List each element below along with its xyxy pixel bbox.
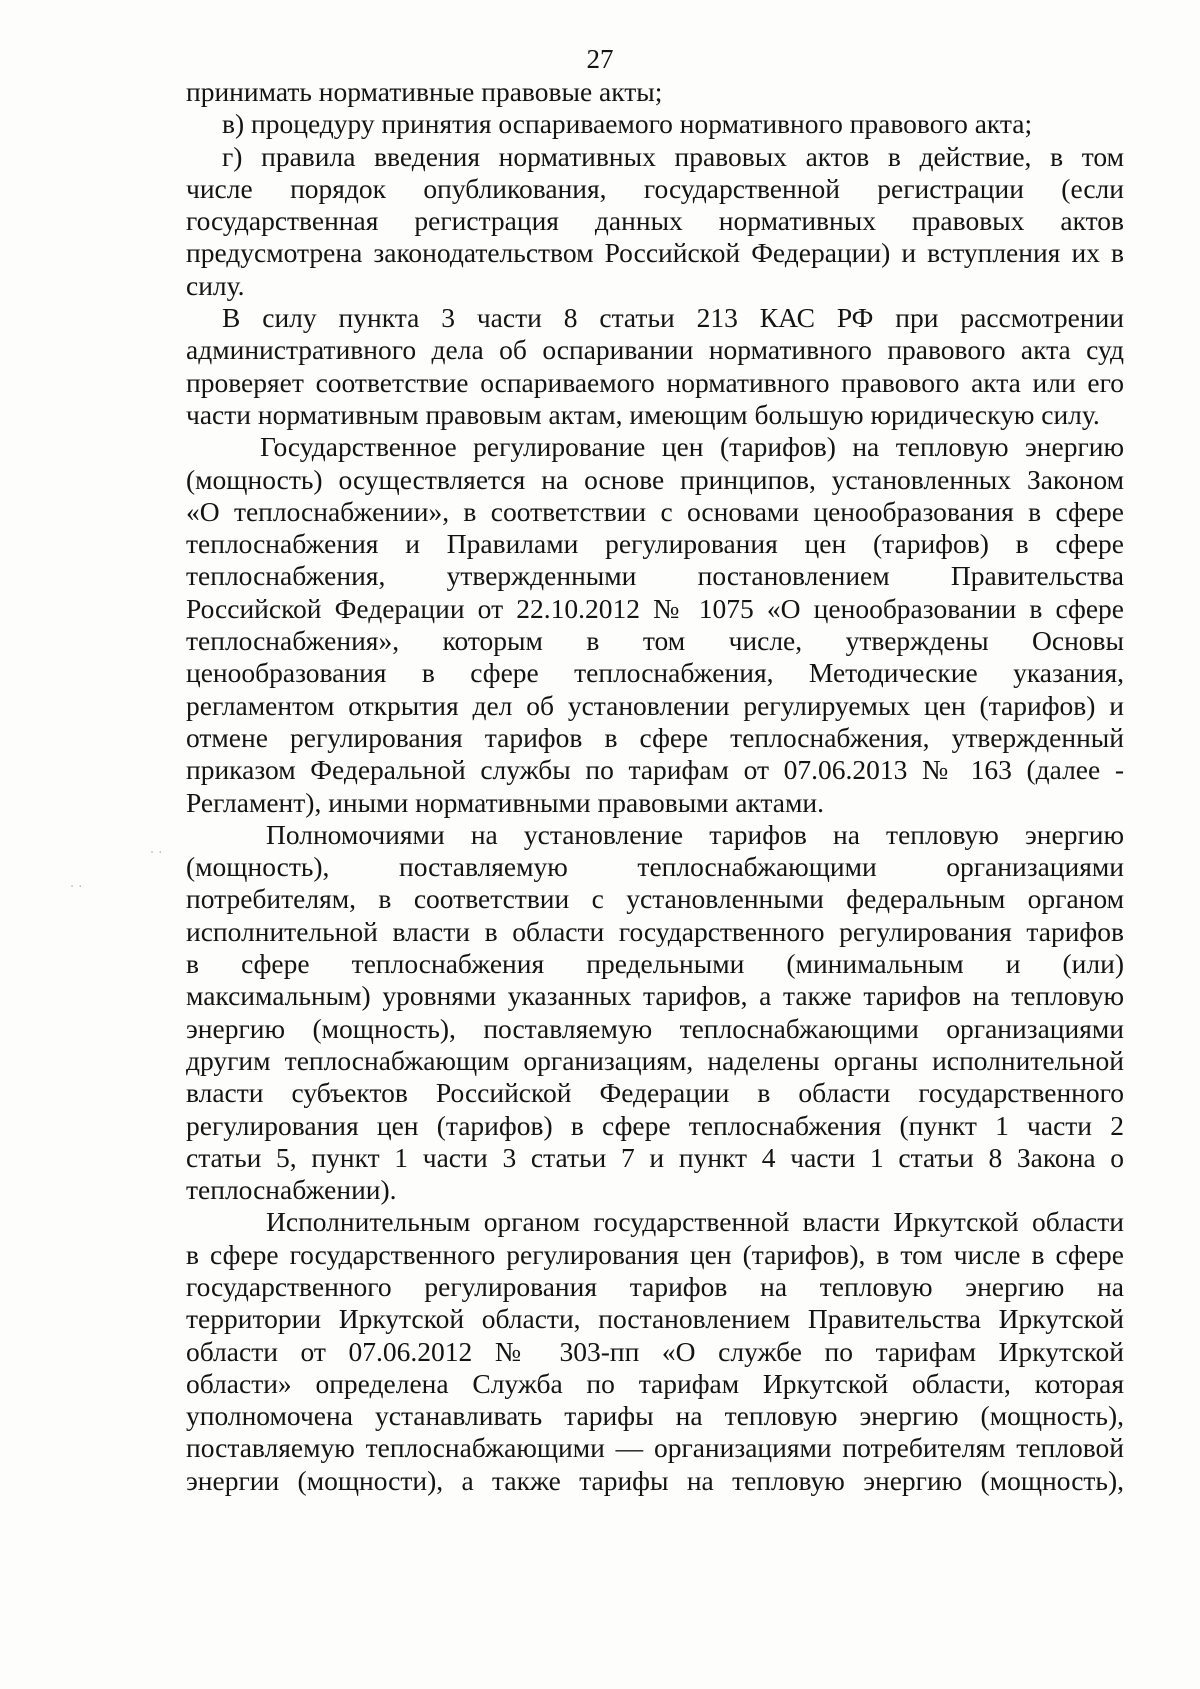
text-line: власти субъектов Российской Федерации в области государственного [186,1077,1124,1109]
text-line: теплоснабжении). [186,1174,397,1206]
text-line: числе порядок опубликования, государственной регистрации (если [186,172,1124,204]
text-line: регламентом открытия дел об установлении регулируемых цен (тарифов) и [186,689,1124,721]
text-line: Регламент), иными нормативными правовыми актами. [186,786,824,818]
paragraph [186,1206,1124,1497]
text-line: исполнительной власти в области государственного регулирования тарифов [186,915,1124,947]
text-line: в) процедуру принятия оспариваемого нормативного правового акта; [222,108,1033,140]
document-body [186,76,1124,1497]
paragraph [186,141,1124,302]
text-line: теплоснабжения и Правилами регулирования цен (тарифов) в сфере [186,528,1124,560]
text-line: ценообразования в сфере теплоснабжения, Методические указания, [186,657,1124,689]
text-line: г) правила введения нормативных правовых актов в действие, в том [222,140,1124,172]
text-line: части нормативным правовым актам, имеющим большую юридическую силу. [186,398,1100,430]
text-line: проверяет соответствие оспариваемого нормативного правового акта или его [186,366,1124,398]
text-line: энергию (мощность), поставляемую теплоснабжающими организациями [186,1012,1124,1044]
text-line: энергии (мощности), а также тарифы на тепловую энергию (мощность), [186,1464,1124,1496]
text-line: теплоснабжения, утвержденными постановлением Правительства [186,560,1124,592]
text-line: области от 07.06.2012 № 303-пп «О службе по тарифам Иркутской [186,1335,1124,1367]
text-line: В силу пункта 3 части 8 статьи 213 КАС РФ при рассмотрении [222,302,1124,334]
text-line: Полномочиями на установление тарифов на тепловую энергию [266,818,1124,850]
paragraph [186,819,1124,1207]
paragraph [186,431,1124,819]
text-line: государственного регулирования тарифов на тепловую энергию на [186,1270,1124,1302]
text-line: отмене регулирования тарифов в сфере теплоснабжения, утвержденный [186,721,1124,753]
text-line: статьи 5, пункт 1 части 3 статьи 7 и пункт 4 части 1 статьи 8 Закона о [186,1141,1124,1173]
text-line: (мощность) осуществляется на основе принципов, установленных Законом [186,463,1124,495]
text-line: силу. [186,269,245,301]
text-line: территории Иркутской области, постановлением Правительства Иркутской [186,1303,1124,1335]
text-line: Государственное регулирование цен (тарифов) на тепловую энергию [260,431,1124,463]
text-line: в сфере теплоснабжения предельными (минимальным и (или) [186,948,1124,980]
paragraph [186,302,1124,431]
text-line: регулирования цен (тарифов) в сфере теплоснабжения (пункт 1 части 2 [186,1109,1124,1141]
text-line: Исполнительным органом государственной власти Иркутской области [266,1206,1124,1238]
scan-artifact: · · [70,880,83,895]
text-line: потребителям, в соответствии с установленными федеральным органом [186,883,1124,915]
page-number: 27 [586,44,614,74]
paragraph [186,108,1124,140]
text-line: (мощность), поставляемую теплоснабжающими организациями [186,851,1124,883]
text-line: принимать нормативные правовые акты; [186,76,663,107]
text-line: предусмотрена законодательством Российской Федерации) и вступления их в [186,237,1124,269]
text-line: поставляемую теплоснабжающими — организациями потребителям тепловой [186,1432,1124,1464]
text-line: «О теплоснабжении», в соответствии с основами ценообразования в сфере [186,495,1124,527]
text-line: области» определена Служба по тарифам Иркутской области, которая [186,1367,1124,1399]
text-line: другим теплоснабжающим организациям, наделены органы исполнительной [186,1044,1124,1076]
text-line: приказом Федеральной службы по тарифам от 07.06.2013 № 163 (далее - [186,754,1124,786]
text-line: теплоснабжения», которым в том числе, утверждены Основы [186,625,1124,657]
scan-artifact: · · [150,846,163,861]
paragraph [186,76,1124,108]
text-line: государственная регистрация данных нормативных правовых актов [186,205,1124,237]
text-line: Российской Федерации от 22.10.2012 № 1075 «О ценообразовании в сфере [186,592,1124,624]
text-line: административного дела об оспаривании нормативного правового акта суд [186,334,1124,366]
text-line: уполномочена устанавливать тарифы на тепловую энергию (мощность), [186,1400,1124,1432]
text-line: максимальным) уровнями указанных тарифов, а также тарифов на тепловую [186,980,1124,1012]
text-line: в сфере государственного регулирования цен (тарифов), в том числе в сфере [186,1238,1124,1270]
